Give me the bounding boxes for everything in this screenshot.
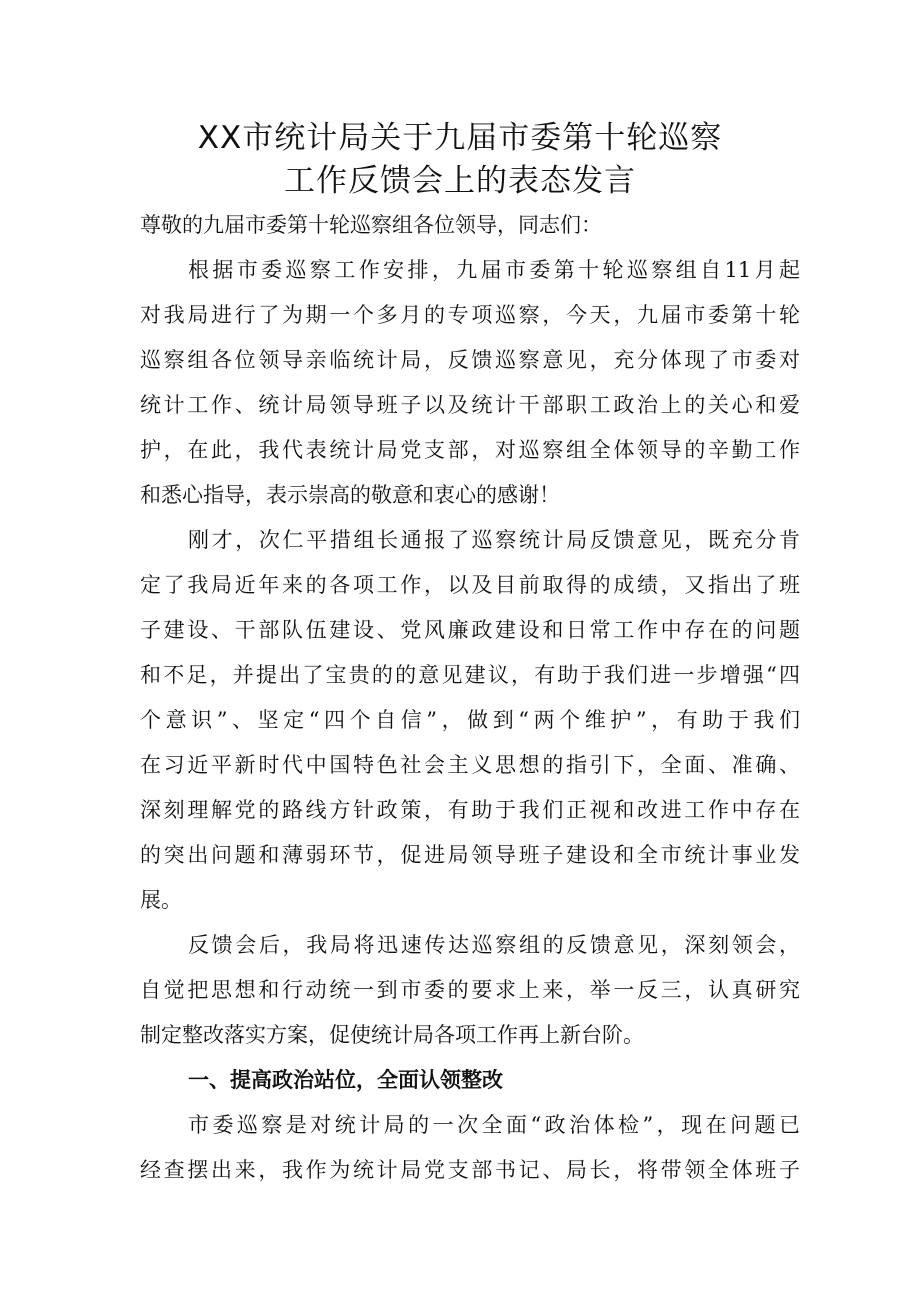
paragraph-line: 个意识”、坚定“四个自信”，做到“两个维护”，有助于我们: [140, 708, 800, 732]
paragraph-line: 巡察组各位领导亲临统计局，反馈巡察意见，充分体现了市委对: [140, 348, 800, 372]
paragraph-line: 刚才，次仁平措组长通报了巡察统计局反馈意见，既充分肯: [188, 528, 800, 552]
paragraph-line: 深刻理解党的路线方针政策，有助于我们正视和改进工作中存在: [140, 798, 800, 822]
paragraph-line: 和不足，并提出了宝贵的的意见建议，有助于我们进一步增强“四: [140, 663, 800, 687]
paragraph-line: 经查摆出来，我作为统计局党支部书记、局长，将带领全体班子: [140, 1158, 800, 1182]
paragraph-line: 展。: [140, 888, 182, 912]
paragraph-line: 子建设、干部队伍建设、党风廉政建设和日常工作中存在的问题: [140, 618, 800, 642]
paragraph-line: 的突出问题和薄弱环节，促进局领导班子建设和全市统计事业发: [140, 843, 800, 867]
paragraph-line: 定了我局近年来的各项工作，以及目前取得的成绩，又指出了班: [140, 573, 800, 597]
paragraph-line: 制定整改落实方案，促使统计局各项工作再上新台阶。: [140, 1023, 644, 1047]
paragraph-line: 统计工作、统计局领导班子以及统计干部职工政治上的关心和爱: [140, 393, 800, 417]
document-title-line-2: 工作反馈会上的表态发言: [284, 163, 636, 199]
section-heading: 一、提高政治站位，全面认领整改: [188, 1068, 503, 1092]
salutation: 尊敬的九届市委第十轮巡察组各位领导，同志们：: [140, 213, 602, 237]
paragraph-line: 护，在此，我代表统计局党支部，对巡察组全体领导的辛勤工作: [140, 438, 800, 462]
paragraph-line: 市委巡察是对统计局的一次全面“政治体检”，现在问题已: [188, 1113, 800, 1137]
paragraph-line: 自觉把思想和行动统一到市委的要求上来，举一反三，认真研究: [140, 978, 800, 1002]
paragraph-line: 反馈会后，我局将迅速传达巡察组的反馈意见，深刻领会，: [188, 933, 800, 957]
document-title-line-1: XX市统计局关于九届市委第十轮巡察: [197, 120, 723, 156]
paragraph-line: 和悉心指导，表示崇高的敬意和衷心的感谢！: [140, 483, 560, 507]
paragraph-line: 根据市委巡察工作安排，九届市委第十轮巡察组自11月起: [188, 258, 800, 282]
paragraph-line: 对我局进行了为期一个多月的专项巡察，今天，九届市委第十轮: [140, 303, 800, 327]
paragraph-line: 在习近平新时代中国特色社会主义思想的指引下，全面、准确、: [140, 753, 800, 777]
